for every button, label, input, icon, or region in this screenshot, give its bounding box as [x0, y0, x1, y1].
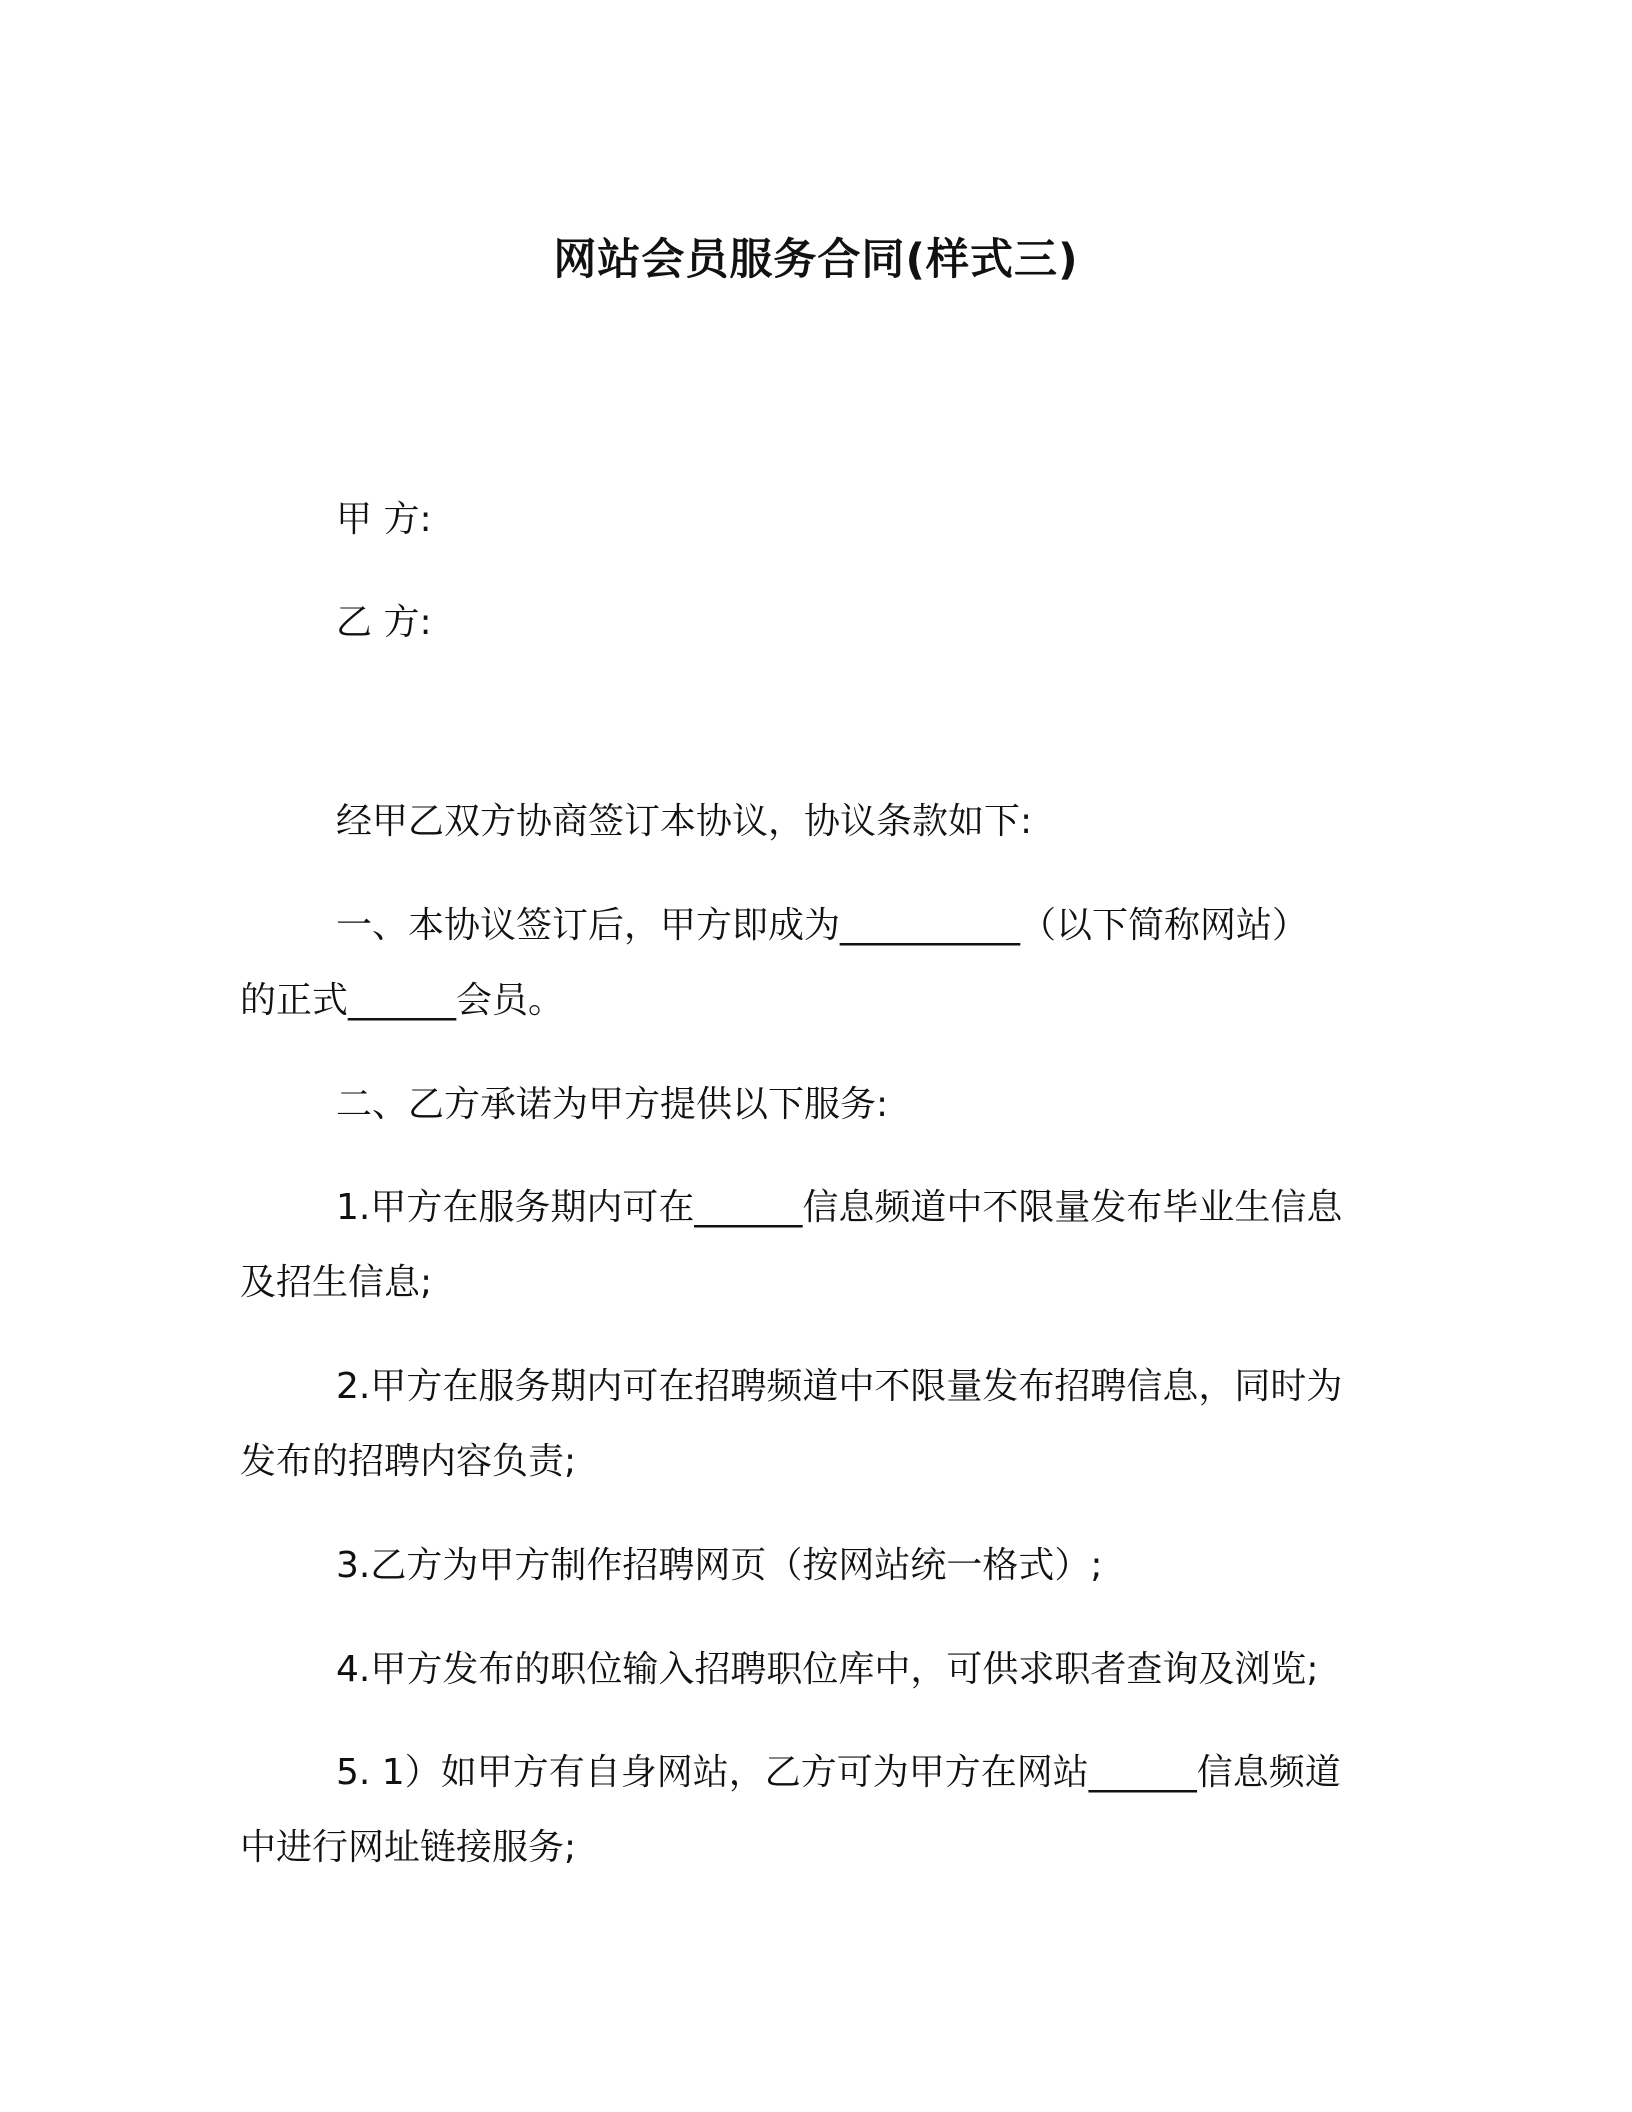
item-2-line-1: 2.甲方在服务期内可在招聘频道中不限量发布招聘信息，同时为 [336, 1366, 1343, 1407]
intro-paragraph: 经甲乙双方协商签订本协议，协议条款如下: [336, 801, 1033, 842]
clause-2-heading: 二、乙方承诺为甲方提供以下服务: [336, 1084, 889, 1125]
item-5-line-2: 中进行网址链接服务; [240, 1827, 577, 1868]
party-b-label: 乙 方: [336, 602, 432, 643]
clause-1-line-1: 一、本协议签订后，甲方即成为__________（以下简称网站） [336, 905, 1309, 946]
clause-1-line-2: 的正式______会员。 [240, 980, 565, 1021]
item-3: 3.乙方为甲方制作招聘网页（按网站统一格式）; [336, 1545, 1103, 1586]
document-title: 网站会员服务合同(样式三) [553, 235, 1079, 285]
item-5-line-1: 5. 1）如甲方有自身网站，乙方可为甲方在网站______信息频道 [336, 1752, 1341, 1793]
item-2-line-2: 发布的招聘内容负责; [240, 1441, 577, 1482]
item-1-line-1: 1.甲方在服务期内可在______信息频道中不限量发布毕业生信息 [336, 1187, 1343, 1228]
party-a-label: 甲 方: [336, 499, 432, 540]
item-1-line-2: 及招生信息; [240, 1262, 433, 1303]
item-4: 4.甲方发布的职位输入招聘职位库中，可供求职者查询及浏览; [336, 1649, 1319, 1690]
